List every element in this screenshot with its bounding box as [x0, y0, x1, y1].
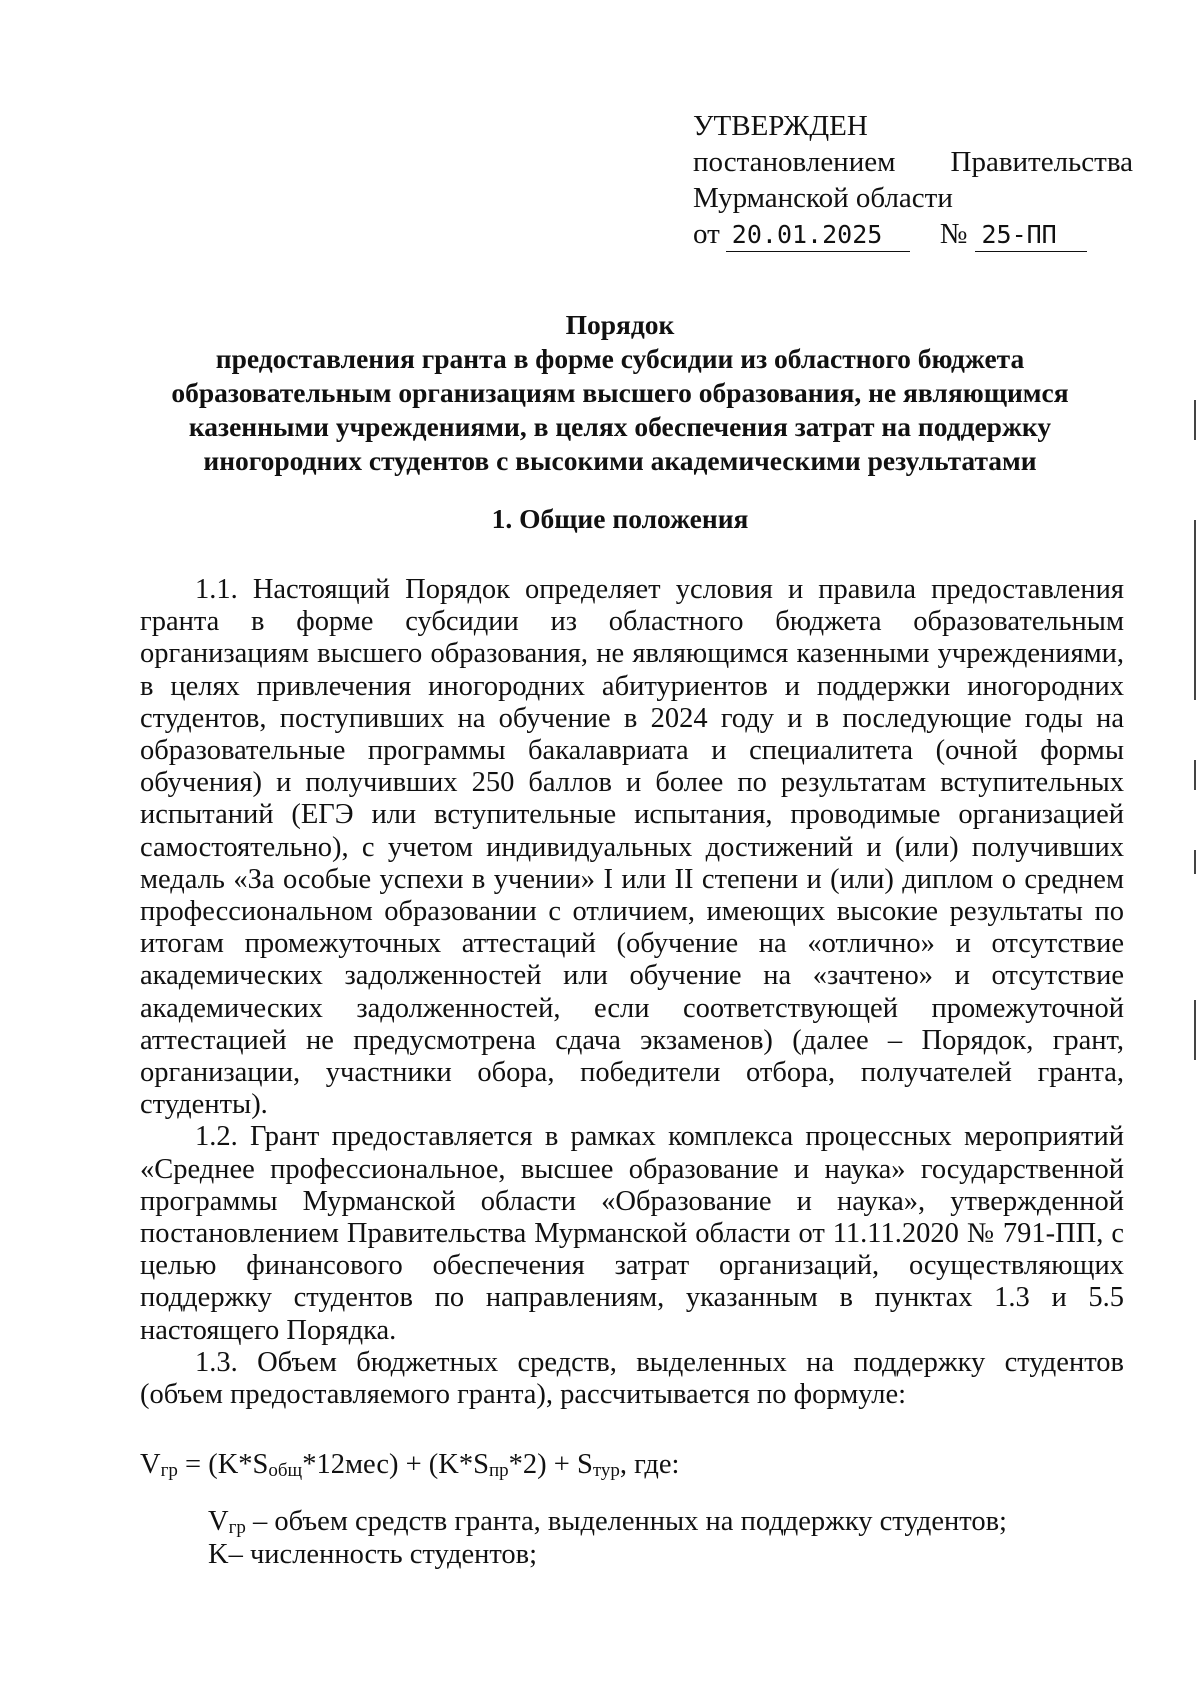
paragraph-1-2: 1.2. Грант предоставляется в рамках комплекса процессных мероприятий «Среднее профессиональное, высшее образование и наука» государственной программы Мурманской области «Образование и наука», утвержденной постановлением Правительства Мурманской области от 11.11.2020 № 791-ПП, с целью финансового обеспечения затрат организаций, осуществляющих поддержку студентов по направлениям, указанным в пунктах 1.3 и 5.5 настоящего Порядка.: [140, 1121, 1124, 1346]
title-line: казенными учреждениями, в целях обеспечения затрат на поддержку: [188, 411, 1052, 442]
formula-part: *12мес) + (K*S: [302, 1449, 489, 1480]
grant-formula: [140, 1448, 1124, 1482]
formula-sub: пр: [488, 1460, 509, 1481]
approval-line-2: Мурманской области: [693, 182, 953, 214]
approval-line-1: [693, 144, 1133, 180]
legend-item-vgr: [208, 1505, 1128, 1538]
title-line: предоставления гранта в форме субсидии из областного бюджета: [215, 343, 1025, 374]
section-heading: 1. Общие положения: [491, 503, 749, 534]
scan-edge-mark: [1194, 1000, 1196, 1060]
legend-item-k: K– численность студентов;: [208, 1539, 538, 1570]
approval-stamp: [693, 108, 1133, 252]
approval-date: 20.01.2025: [726, 219, 910, 252]
formula-sub: общ: [268, 1460, 303, 1481]
approval-date-row: [693, 216, 1133, 252]
legend-text: – объем средств гранта, выделенных на поддержку студентов;: [245, 1506, 1007, 1537]
approval-heading: УТВЕРЖДЕН: [693, 110, 868, 142]
paragraph-1-3: 1.3. Объем бюджетных средств, выделенных на поддержку студентов (объем предоставляемого гранта), рассчитывается по формуле:: [140, 1346, 1124, 1411]
scan-edge-mark: [1194, 760, 1196, 790]
approval-number: 25-ПП: [975, 219, 1087, 252]
approval-line-1-left: постановлением: [693, 146, 896, 178]
date-prefix: от: [693, 218, 720, 250]
number-sign: №: [939, 218, 968, 250]
title-line: иногородних студентов с высокими академическими результатами: [203, 445, 1037, 476]
formula-sub: гр: [160, 1460, 178, 1481]
formula-part: , где:: [619, 1449, 680, 1480]
formula-legend: [208, 1505, 1128, 1571]
legend-sub: гр: [228, 1517, 246, 1538]
formula-sub: тур: [592, 1460, 620, 1481]
title-line: Порядок: [565, 309, 675, 340]
formula-v: V: [140, 1449, 161, 1480]
scan-edge-mark: [1194, 400, 1196, 440]
formula-part: = (K*S: [177, 1449, 269, 1480]
legend-symbol: V: [208, 1506, 229, 1537]
scan-edge-mark: [1194, 850, 1196, 874]
document-title: [140, 308, 1100, 478]
scan-edge-mark: [1194, 520, 1196, 700]
title-line: образовательным организациям высшего образования, не являющимся: [171, 377, 1069, 408]
formula-part: *2) + S: [508, 1449, 593, 1480]
approval-line-1-right: Правительства: [950, 146, 1133, 178]
paragraph-1-1: 1.1. Настоящий Порядок определяет условия и правила предоставления гранта в форме субсидии из областного бюджета образовательным организациям высшего образования, не являющимся казенными учреждениями, в целях привлечения иногородних абитуриентов и поддержки иногородних студентов, поступивших на обучение в 2024 году и в последующие годы на образовательные программы бакалавриата и специалитета (очной формы обучения) и получивших 250 баллов и более по результатам вступительных испытаний (ЕГЭ или вступительные испытания, проводимые организацией самостоятельно), с учетом индивидуальных достижений и (или) получивших медаль «За особые успехи в учении» I или II степени и (или) диплом о среднем профессиональном образовании с отличием, имеющих высокие результаты по итогам промежуточных аттестаций (обучение на «отлично» и отсутствие академических задолженностей или обучение на «зачтено» и отсутствие академических задолженностей, если соответствующей промежуточной аттестацией не предусмотрена сдача экзаменов) (далее – Порядок, грант, организации, участники обора, победители отбора, получателей гранта, студенты).: [140, 574, 1124, 1121]
document-body: [140, 574, 1124, 1411]
